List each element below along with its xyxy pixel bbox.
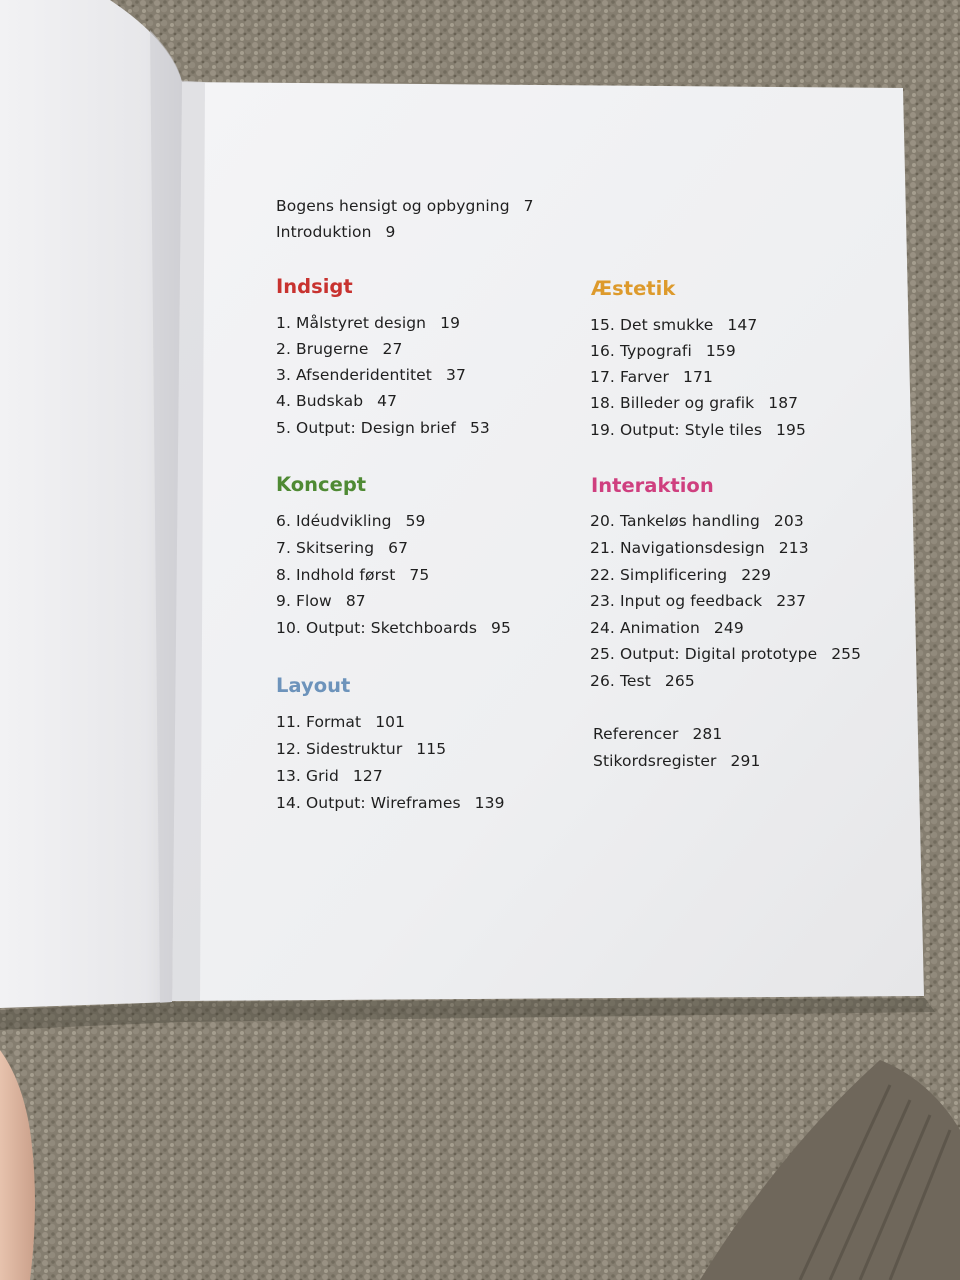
toc-entry: 26. Test 265: [590, 672, 695, 690]
toc-entry: 4. Budskab 47: [276, 392, 398, 410]
toc-entry: 21. Navigationsdesign 213: [590, 539, 809, 557]
toc-entry: 6. Idéudvikling 59: [276, 512, 426, 530]
toc-entry: 24. Animation 249: [590, 619, 744, 637]
section-heading-layout: Layout: [276, 674, 351, 697]
toc-entry: 11. Format 101: [276, 713, 406, 731]
toc-entry: 13. Grid 127: [276, 767, 383, 785]
toc-entry: 7. Skitsering 67: [276, 539, 409, 557]
toc-entry: 14. Output: Wireframes 139: [276, 794, 505, 812]
toc-entry: 17. Farver 171: [590, 368, 713, 386]
toc-entry: 2. Brugerne 27: [276, 340, 403, 358]
section-heading-aestetik: Æstetik: [591, 277, 676, 300]
toc-entry: 10. Output: Sketchboards 95: [276, 619, 511, 637]
section-heading-koncept: Koncept: [276, 473, 367, 496]
toc-entry: 9. Flow 87: [276, 592, 366, 610]
toc-entry-intro: Bogens hensigt og opbygning 7: [276, 197, 534, 215]
toc-entry: 23. Input og feedback 237: [590, 592, 807, 610]
toc-entry: 5. Output: Design brief 53: [276, 419, 490, 437]
toc-entry: 3. Afsenderidentitet 37: [276, 366, 466, 384]
toc-entry-intro: Introduktion 9: [276, 223, 396, 241]
toc-entry: 19. Output: Style tiles 195: [590, 421, 806, 439]
toc-entry: 12. Sidestruktur 115: [276, 740, 447, 758]
toc-entry: 20. Tankeløs handling 203: [590, 512, 804, 530]
toc-entry-back-matter: Stikordsregister 291: [593, 752, 761, 770]
toc-entry-back-matter: Referencer 281: [593, 725, 723, 743]
toc-entry: 8. Indhold først 75: [276, 566, 430, 584]
toc-entry: 22. Simplificering 229: [590, 566, 772, 584]
toc-entry: 1. Målstyret design 19: [276, 314, 461, 332]
toc-entry: 25. Output: Digital prototype 255: [590, 645, 862, 663]
toc-entry: 18. Billeder og grafik 187: [590, 394, 799, 412]
section-heading-indsigt: Indsigt: [276, 275, 353, 298]
section-heading-interaktion: Interaktion: [591, 474, 714, 497]
toc-entry: 15. Det smukke 147: [590, 316, 758, 334]
toc-entry: 16. Typografi 159: [590, 342, 736, 360]
